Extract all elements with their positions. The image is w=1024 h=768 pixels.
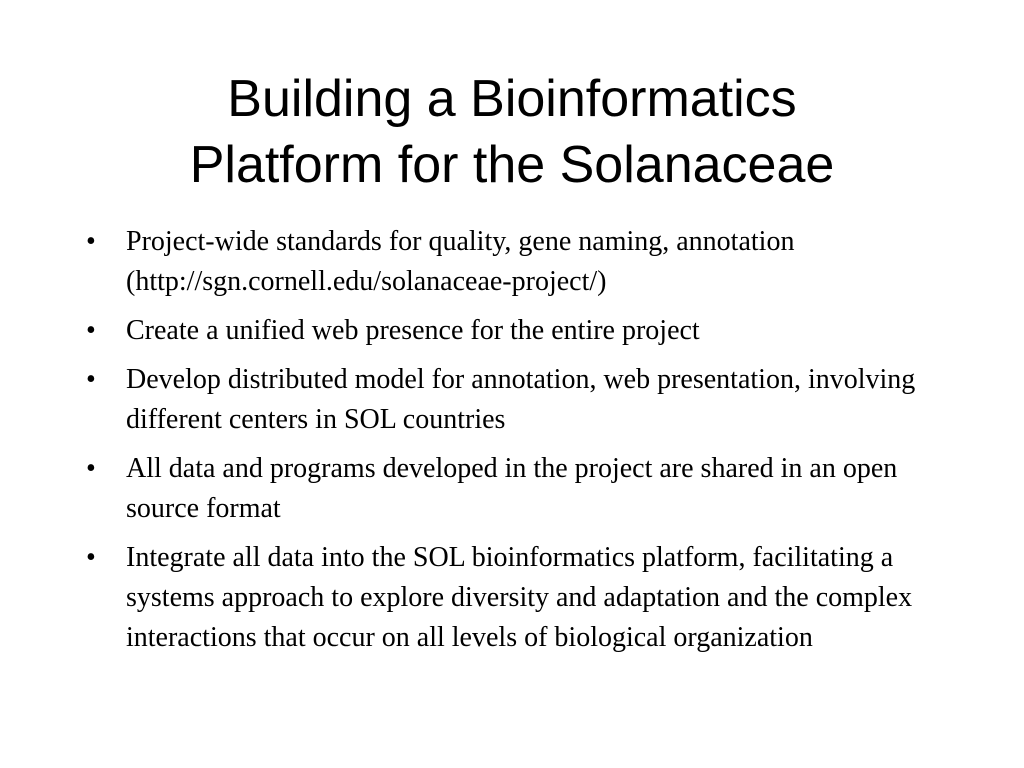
bullet-item-5 [86,538,946,658]
bullet-text-4: All data and programs developed in the project are shared in an open source format [126,453,898,524]
bullet-icon: • [86,453,96,484]
bullet-item-3 [86,360,946,440]
bullet-list [86,222,946,667]
bullet-icon: • [86,226,96,257]
bullet-icon: • [86,542,96,573]
slide-title [60,66,964,198]
bullet-item-1 [86,222,946,302]
bullet-text-1: Project-wide standards for quality, gene naming, annotation (http://sgn.cornell.edu/solanaceae-project/) [126,226,795,297]
bullet-text-3: Develop distributed model for annotation, web presentation, involving different centers in SOL countries [126,364,916,435]
bullet-text-5: Integrate all data into the SOL bioinformatics platform, facilitating a systems approach to explore diversity and adaptation and the complex interactions that occur on all levels of biological organization [126,542,913,653]
bullet-icon: • [86,315,96,346]
slide-title-line-1: Building a Bioinformatics [227,70,797,128]
bullet-item-4 [86,449,946,529]
bullet-icon: • [86,364,96,395]
bullet-item-2 [86,311,946,351]
bullet-text-2: Create a unified web presence for the entire project [126,315,700,346]
slide-title-line-2: Platform for the Solanaceae [189,136,835,194]
